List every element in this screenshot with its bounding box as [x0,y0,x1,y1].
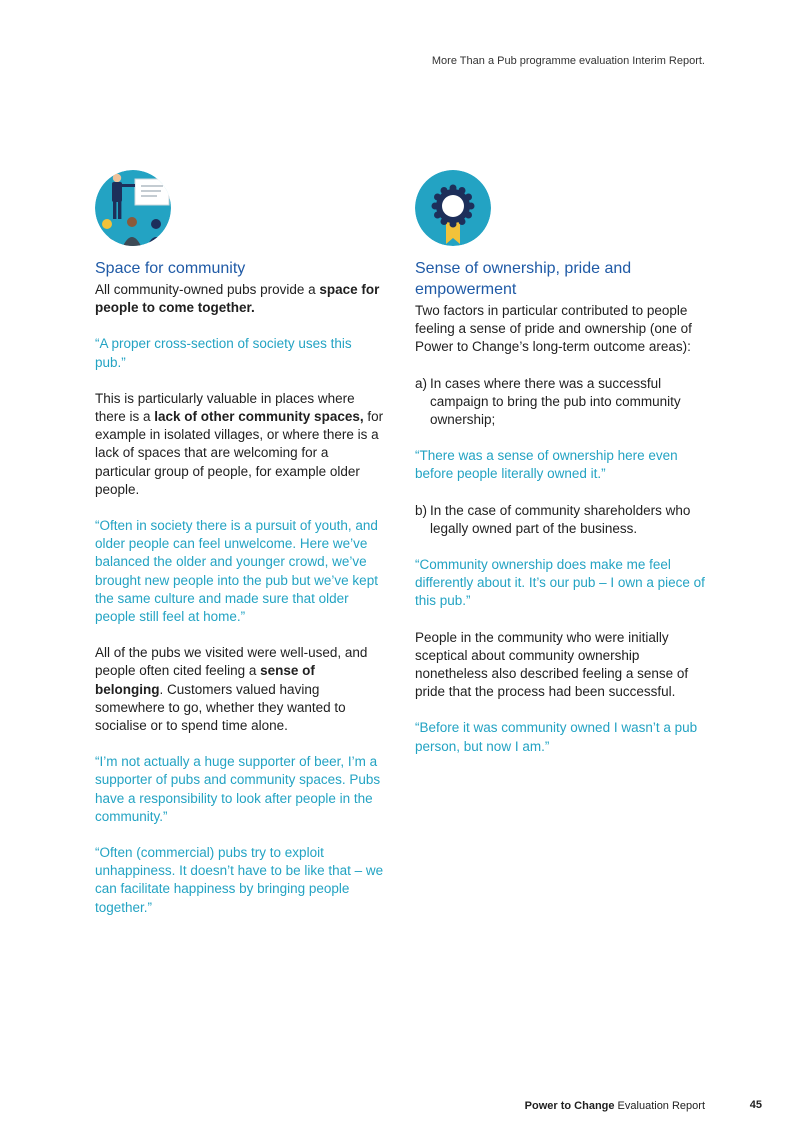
paragraph: People in the community who were initially sceptical about community ownership nonetheless also described feeling a sense of pride that the process had been successful. [415,629,689,700]
list-text: In the case of community shareholders who legally owned part of the business. [430,502,691,536]
left-column [95,170,385,935]
quote: “Often in society there is a pursuit of youth, and older people can feel unwelcome. Here we’ve balanced the older and younger crowd, we’ve brought new people into the pub but we’ve kept the same culture and made sure that older people still feel at home.” [95,518,378,625]
quote: “I’m not actually a huge supporter of beer, I’m a supporter of pubs and community spaces. Pubs have a responsibility to look after people in the community.” [95,754,381,824]
paragraph: This is particularly valuable in places where there is a lack of other community spaces, for example in isolated villages, or where there is a lack of spaces that are welcoming for a particular group of people, for example older people. [95,390,384,497]
paragraph: All community-owned pubs provide a space for people to come together. [95,282,380,316]
paragraph: Two factors in particular contributed to people feeling a sense of pride and ownership (one of Power to Change’s long-term outcome areas): [415,303,692,355]
paragraph: All of the pubs we visited were well-used, and people often cited feeling a sense of belonging. Customers valued having somewhere to go, whether they wanted to socialise or to spend time alone. [95,645,368,734]
page-number: 45 [749,1099,762,1111]
quote: “Community ownership does make me feel differently about it. It’s our pub – I own a piece of this pub.” [415,557,705,609]
section-heading-space: Space for community [95,260,246,277]
header-title: More Than a Pub programme evaluation Interim Report. [431,55,705,67]
quote: “A proper cross-section of society uses this pub.” [95,336,352,370]
rosette-award-icon [415,170,491,246]
quote: “Before it was community owned I wasn’t a pub person, but now I am.” [415,720,698,754]
list-item-a [415,375,705,430]
footer-brand: Power to Change Evaluation Report [524,1100,705,1112]
list-item-b [415,502,705,538]
quote: “Often (commercial) pubs try to exploit unhappiness. It doesn’t have to be like that – we can facilitate happiness by bringing people together.” [95,845,384,915]
list-text: In cases where there was a successful campaign to bring the pub into community ownership; [430,375,681,428]
list-marker: b) [415,502,428,518]
list-marker: a) [415,375,428,391]
presenter-audience-icon [95,170,171,246]
section-heading-ownership: Sense of ownership, pride and empowerment [415,260,632,298]
right-column [415,170,705,774]
quote: “There was a sense of ownership here even before people literally owned it.” [415,448,678,482]
